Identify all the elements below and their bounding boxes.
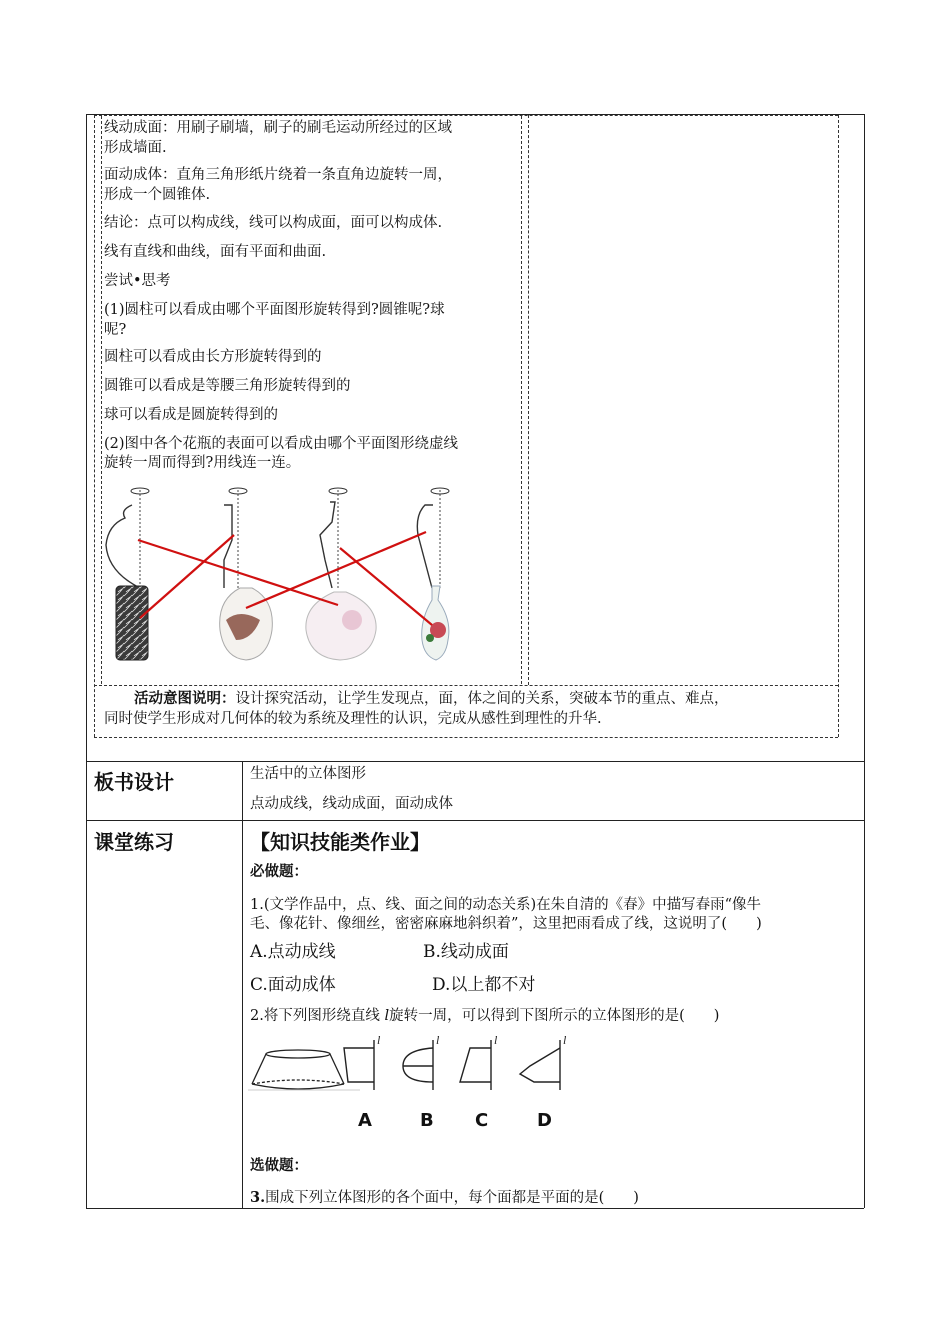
activity-line: 形成一个圆锥体. [104, 187, 211, 203]
activity-line: 结论：点可以构成线，线可以构成面，面可以构成体. [104, 215, 443, 231]
q2-post: 旋转一周，可以得到下图所示的立体图形的是( ) [389, 1008, 720, 1024]
q1-option-c: C.面动成体 [250, 975, 336, 995]
activity-line: 面动成体：直角三角形纸片绕着一条直角边旋转一周， [104, 167, 452, 183]
q1-line-1: 1.(文学作品中，点、线、面之间的动态关系)在朱自清的《春》中描写春雨“像牛 [250, 897, 762, 913]
activity-line: 线有直线和曲线，面有平面和曲面. [104, 244, 327, 260]
inner-dash-mid-h [94, 685, 838, 686]
frustum-shape [248, 1050, 360, 1090]
q2-figure [248, 1032, 578, 1094]
activity-line: 圆柱可以看成由长方形旋转得到的 [104, 349, 322, 365]
q1-option-d: D.以上都不对 [432, 975, 536, 995]
practice-label: 课堂练习 [94, 830, 174, 854]
intent-line-1 [104, 689, 729, 709]
inner-dash-top [94, 115, 838, 116]
q2-option-b: B [420, 1110, 434, 1131]
activity-line: 形成墙面. [104, 140, 167, 156]
board-line-1: 生活中的立体图形 [250, 766, 366, 782]
q3-text: 围成下列立体图形的各个面中，每个面都是平面的是( ) [265, 1190, 639, 1206]
activity-line: 尝试•思考 [104, 273, 171, 289]
vase-matching-figure [100, 480, 472, 665]
table-right-border [864, 114, 865, 1208]
intent-line-2: 同时使学生形成对几何体的较为系统及理性的认识，完成从感性到理性的升华. [104, 711, 602, 727]
q2-option-a: A [358, 1110, 372, 1131]
q3-number: 3. [250, 1189, 266, 1206]
axis-label-a: l [377, 1033, 381, 1047]
q2-pre: 2.将下列图形绕直线 [250, 1008, 380, 1024]
activity-line: 圆锥可以看成是等腰三角形旋转得到的 [104, 378, 351, 394]
q3-line [250, 1188, 639, 1208]
q2-line [250, 1006, 719, 1026]
axis-label-b: l [436, 1033, 440, 1047]
activity-line: 呢? [104, 322, 127, 338]
matching-lines [138, 532, 432, 625]
q1-line-2: 毛、像花针、像细丝，密密麻麻地斜织着”，这里把雨看成了线，这说明了( ) [250, 916, 762, 932]
inner-dash-bottom [94, 737, 838, 738]
board-design-label: 板书设计 [94, 770, 174, 794]
activity-line: 旋转一周而得到?用线连一连。 [104, 455, 301, 471]
activity-line: 线动成面：用刷子刷墙，刷子的刷毛运动所经过的区域 [104, 120, 452, 136]
q2-option-c: C [475, 1110, 489, 1131]
activity-line: (2)图中各个花瓶的表面可以看成由哪个平面图形绕虚线 [104, 436, 459, 452]
table-left-border [86, 114, 87, 1208]
inner-dash-box-right [521, 116, 522, 684]
optional-label: 选做题： [250, 1158, 308, 1174]
option-shapes [344, 1040, 560, 1090]
table-bottom-border [86, 1208, 864, 1209]
q1-option-a: A.点动成线 [250, 942, 336, 962]
vase-jar [220, 588, 273, 660]
q1-option-b: B.线动成面 [423, 942, 509, 962]
activity-line: 球可以看成是圆旋转得到的 [104, 407, 278, 423]
axis-label-d: l [563, 1033, 567, 1047]
vase-round [306, 592, 376, 660]
q2-option-d: D [537, 1110, 552, 1131]
axis-label-c: l [494, 1033, 498, 1047]
intent-label: 活动意图说明： [134, 690, 236, 707]
label-column-divider [242, 761, 243, 1208]
inner-dash-mid [528, 115, 529, 685]
board-line-2: 点动成线，线动成面，面动成体 [250, 796, 453, 812]
required-label: 必做题： [250, 864, 308, 880]
vase-tall [422, 586, 449, 660]
intent-text-1: 设计探究活动，让学生发现点，面，体之间的关系，突破本节的重点、难点， [235, 691, 729, 707]
activity-line: (1)圆柱可以看成由哪个平面图形旋转得到?圆锥呢?球 [104, 302, 445, 318]
vase-cylinder [116, 586, 148, 660]
row-divider-practice [86, 820, 864, 821]
rotation-arrow-icons [131, 488, 449, 494]
inner-dash-left [94, 115, 95, 737]
rotation-axes [140, 490, 440, 588]
inner-dash-right [838, 115, 839, 737]
row-divider-board [86, 761, 864, 762]
q2-variable: l [384, 1008, 390, 1024]
section-title: 【知识技能类作业】 [250, 830, 430, 854]
